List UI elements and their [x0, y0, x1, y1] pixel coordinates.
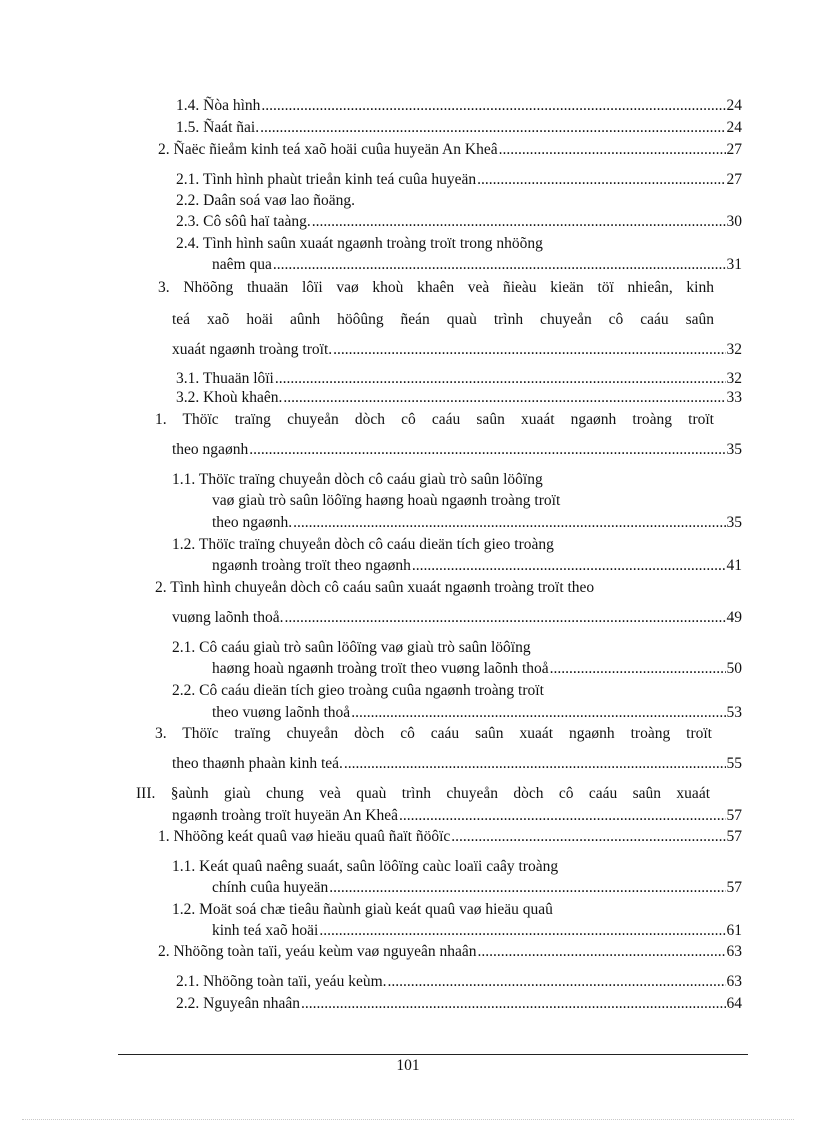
toc-entry-text: 1. Thöïc traïng chuyeån dòch cô caáu saûn xuaát ngaønh troàng troït [155, 411, 714, 428]
toc-entry [155, 410, 714, 430]
toc-entry-text: 3.2. Khoù khaên. [176, 389, 283, 406]
leader-dots [329, 878, 725, 898]
toc-entry [172, 470, 742, 490]
leader-dots [550, 659, 726, 679]
toc-page-number: 57 [726, 807, 742, 824]
toc-entry [176, 388, 742, 408]
toc-entry [176, 212, 742, 232]
toc-entry [212, 878, 742, 898]
toc-entry-text: 2.4. Tình hình saûn xuaát ngaønh troàng troït trong nhöõng [176, 235, 543, 252]
leader-dots [319, 921, 725, 941]
toc-entry-text: 2.1. Tình hình phaùt trieån kinh teá cuûa huyeän [176, 171, 477, 188]
toc-entry-text: haøng hoaù ngaønh troàng troït theo vuøng laõnh thoå [212, 660, 549, 677]
toc-entry [212, 659, 742, 679]
leader-dots [478, 942, 726, 962]
leader-dots [261, 96, 725, 116]
toc-entry [155, 724, 712, 744]
toc-entry-text: theo ngaønh. [212, 514, 293, 531]
toc-entry-text: ngaønh troàng troït theo ngaønh [212, 557, 411, 574]
toc-entry [212, 703, 742, 723]
toc-page-number: 27 [726, 171, 742, 188]
toc-entry-text: 1.2. Thöïc traïng chuyeån dòch cô caáu dieän tích gieo troàng [172, 536, 554, 553]
toc-page-number: 24 [726, 97, 742, 114]
toc-entry [136, 784, 710, 804]
leader-dots [451, 827, 725, 847]
leader-dots [412, 556, 726, 576]
toc-entry [158, 140, 742, 160]
leader-dots [344, 754, 726, 774]
toc-entry [172, 310, 714, 330]
toc-entry [172, 440, 742, 460]
leader-dots [293, 513, 725, 533]
leader-dots [275, 369, 726, 389]
toc-entry-text: 1.2. Moät soá chæ tieâu ñaùnh giaù keát quaû vaø hieäu quaû [172, 901, 553, 918]
leader-dots [351, 703, 725, 723]
toc-entry-text: 2.1. Nhöõng toàn taïi, yeáu keùm. [176, 973, 387, 990]
toc-entry-text: 2.1. Cô caáu giaù trò saûn löôïng vaø giaù trò saûn löôïng [172, 639, 531, 656]
toc-entry-text: 2. Tình hình chuyeån dòch cô caáu saûn xuaát ngaønh troàng troït theo [155, 579, 595, 596]
toc-page-number: 31 [726, 256, 742, 273]
toc-page-number: 63 [726, 943, 742, 960]
toc-entry [158, 827, 742, 847]
toc-page-number: 57 [726, 828, 742, 845]
toc-entry-text: 2. Nhöõng toàn taïi, yeáu keùm vaø nguyeân nhaân [158, 943, 477, 960]
footer-divider [118, 1054, 748, 1055]
toc-entry [176, 369, 742, 389]
toc-entry [176, 118, 742, 138]
toc-entry [172, 638, 742, 658]
toc-page-number: 32 [726, 341, 742, 358]
toc-entry [172, 535, 742, 555]
toc-page-number: 32 [726, 370, 742, 387]
toc-entry-text: 2.2. Daân soá vaø lao ñoäng. [176, 192, 356, 209]
toc-entry-text: kinh teá xaõ hoäi [212, 922, 319, 939]
toc-entry-text: 2.2. Cô caáu dieän tích gieo troàng cuûa ngaønh troàng troït [172, 682, 544, 699]
leader-dots [249, 440, 725, 460]
leader-dots [283, 388, 725, 408]
toc-page-number: 64 [726, 995, 742, 1012]
toc-entry-text: 3. Nhöõng thuaän lôïi vaø khoù khaên veà ñieàu kieän töï nhieân, kinh [158, 279, 714, 296]
page-edge-divider [22, 1119, 794, 1120]
toc-entry [176, 994, 742, 1014]
toc-entry-text: theo ngaønh [172, 441, 249, 458]
toc-entry [172, 681, 742, 701]
toc-page-number: 61 [726, 922, 742, 939]
leader-dots [273, 255, 726, 275]
toc-entry [158, 278, 714, 298]
toc-entry-text: naêm qua [212, 256, 272, 273]
toc-entry-text: 1.5. Ñaát ñai. [176, 119, 260, 136]
toc-entry [172, 340, 742, 360]
toc-entry [158, 942, 742, 962]
toc-entry-text: vuøng laõnh thoå. [172, 609, 284, 626]
toc-page-number: 30 [726, 213, 742, 230]
leader-dots [301, 994, 726, 1014]
leader-dots [388, 972, 726, 992]
toc-page-number: 24 [726, 119, 742, 136]
toc-entry [172, 857, 742, 877]
toc-entry [172, 608, 742, 628]
toc-entry-text: 2.3. Cô sôû haï taàng. [176, 213, 311, 230]
toc-entry [212, 491, 742, 511]
toc-page-number: 53 [726, 704, 742, 721]
toc-entry [172, 900, 742, 920]
toc-entry [155, 578, 711, 598]
toc-entry-text: vaø giaù trò saûn löôïng haøng hoaù ngaønh troàng troït [212, 492, 561, 509]
toc-entry [176, 234, 742, 254]
toc-entry-text: xuaát ngaønh troàng troït. [172, 341, 333, 358]
toc-entry-text: III. §aùnh giaù chung veà quaù trình chuyeån dòch cô caáu saûn xuaát [136, 785, 710, 802]
toc-page-number: 41 [726, 557, 742, 574]
toc-entry-text: theo thaønh phaàn kinh teá. [172, 755, 343, 772]
toc-entry-text: 3.1. Thuaän lôïi [176, 370, 274, 387]
toc-entry [176, 191, 742, 211]
toc-page-number: 49 [726, 609, 742, 626]
page-number: 101 [396, 1057, 420, 1074]
toc-entry-text: teá xaõ hoäi aûnh höôûng ñeán quaù trình chuyeån cô caáu saûn [172, 311, 714, 328]
leader-dots [333, 340, 725, 360]
toc-entry [176, 170, 742, 190]
toc-entry [212, 255, 742, 275]
toc-entry [212, 513, 742, 533]
toc-entry-text: ngaønh troàng troït huyeän An Kheâ [172, 807, 398, 824]
toc-entry [176, 96, 742, 116]
toc-page-number: 57 [726, 879, 742, 896]
toc-page-number: 35 [726, 441, 742, 458]
leader-dots [477, 170, 725, 190]
toc-page-number: 50 [726, 660, 742, 677]
toc-entry-text: 2. Ñaëc ñieåm kinh teá xaõ hoäi cuûa huyeän An Kheâ [158, 141, 498, 158]
toc-entry-text: 1.4. Ñòa hình [176, 97, 261, 114]
toc-entry [172, 754, 742, 774]
toc-entry-text: 2.2. Nguyeân nhaân [176, 995, 300, 1012]
toc-entry-text: 1. Nhöõng keát quaû vaø hieäu quaû ñaït ñöôïc [158, 828, 451, 845]
toc-entry [176, 972, 742, 992]
leader-dots [399, 806, 726, 826]
toc-entry [212, 921, 742, 941]
toc-page-number: 27 [726, 141, 742, 158]
toc-entry [212, 556, 742, 576]
toc-page-number: 33 [726, 389, 742, 406]
toc-page-number: 63 [726, 973, 742, 990]
leader-dots [312, 212, 726, 232]
toc-page-number: 55 [726, 755, 742, 772]
toc-entry-text: chính cuûa huyeän [212, 879, 329, 896]
toc-entry [172, 806, 742, 826]
leader-dots [285, 608, 726, 628]
toc-entry-text: theo vuøng laõnh thoå [212, 704, 351, 721]
leader-dots [499, 140, 726, 160]
toc-entry-text: 3. Thöïc traïng chuyeån dòch cô caáu saûn xuaát ngaønh troàng troït [155, 725, 712, 742]
toc-entry-text: 1.1. Keát quaû naêng suaát, saûn löôïng caùc loaïi caây troàng [172, 858, 559, 875]
leader-dots [260, 118, 725, 138]
toc-entry-text: 1.1. Thöïc traïng chuyeån dòch cô caáu giaù trò saûn löôïng [172, 471, 543, 488]
toc-page-number: 35 [726, 514, 742, 531]
